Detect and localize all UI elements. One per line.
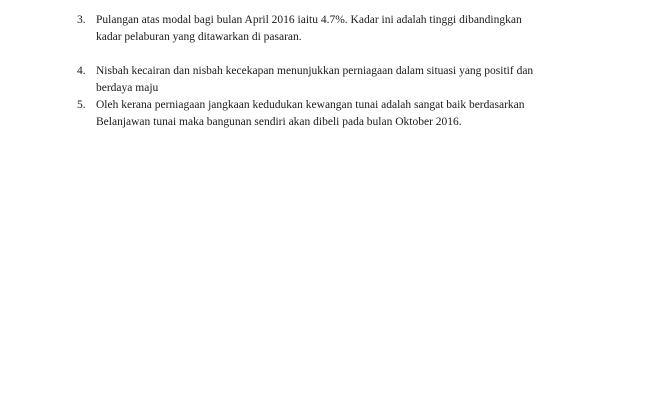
list-item-4	[77, 63, 597, 97]
list-number-5: 5.	[77, 99, 86, 111]
list-number-4: 4.	[77, 65, 86, 77]
list-item-4-line-2: berdaya maju	[96, 82, 159, 94]
list-number-3: 3.	[77, 14, 86, 26]
numbered-list	[77, 12, 597, 131]
list-item-5-line-1: Oleh kerana perniagaan jangkaan kedudukan kewangan tunai adalah sangat baik berdasarkan	[96, 99, 525, 111]
list-item-4-line-1: Nisbah kecairan dan nisbah kecekapan menunjukkan perniagaan dalam situasi yang positif dan	[96, 65, 534, 77]
list-item-3-line-1: Pulangan atas modal bagi bulan April 2016 iaitu 4.7%. Kadar ini adalah tinggi dibandingkan	[96, 14, 522, 26]
list-item-5	[77, 97, 597, 131]
list-item-3	[77, 12, 597, 46]
list-item-5-line-2: Belanjawan tunai maka bangunan sendiri akan dibeli pada bulan Oktober 2016.	[96, 116, 462, 128]
list-item-3-line-2: kadar pelaburan yang ditawarkan di pasaran.	[96, 31, 302, 43]
